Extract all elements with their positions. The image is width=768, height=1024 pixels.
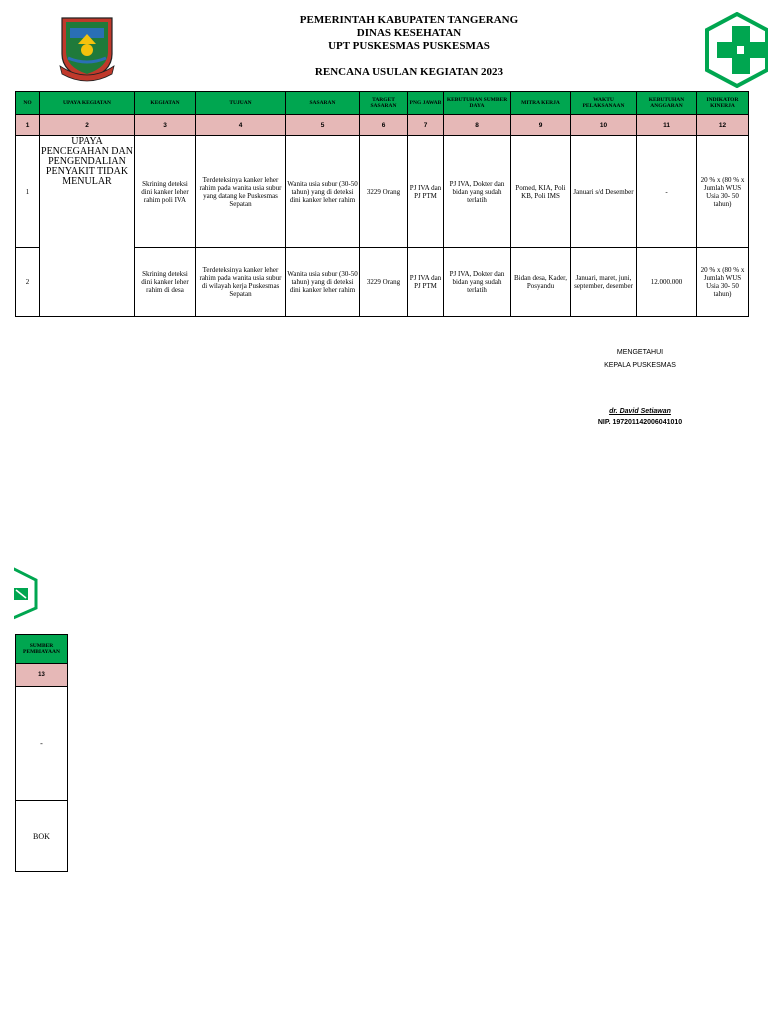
column-number: 9 xyxy=(511,115,571,136)
kabupaten-tangerang-emblem-icon xyxy=(58,14,116,84)
table-header-row xyxy=(16,92,749,115)
header-target-sasaran: TARGET SASARAN xyxy=(360,92,408,115)
target-cell: 3229 Orang xyxy=(360,248,408,317)
signature-nip: NIP. 197201142006041010 xyxy=(597,419,683,426)
document-title: RENCANA USULAN KEGIATAN 2023 xyxy=(314,66,504,78)
header-indikator-kinerja: INDIKATOR KINERJA xyxy=(697,92,749,115)
tujuan-cell: Terdeteksinya kanker leher rahim pada wanita usia subur di wilayah kerja Puskesmas Sepatan xyxy=(196,248,286,317)
column-number: 4 xyxy=(196,115,286,136)
puskesmas-cross-logo-fragment-icon xyxy=(14,562,38,624)
puskesmas-cross-logo-icon xyxy=(705,12,768,88)
row-no: 1 xyxy=(16,136,40,248)
signature-mengetahui: MENGETAHUI xyxy=(616,349,664,356)
column-number: 6 xyxy=(360,115,408,136)
header-upaya-kegiatan: UPAYA KEGIATAN xyxy=(40,92,135,115)
header-no: NO xyxy=(16,92,40,115)
column-number: 10 xyxy=(571,115,637,136)
funding-source-table xyxy=(15,634,68,872)
png-jawab-cell: PJ IVA dan PJ PTM xyxy=(408,136,444,248)
png-jawab-cell: PJ IVA dan PJ PTM xyxy=(408,248,444,317)
column-number: 8 xyxy=(444,115,511,136)
column-number: 12 xyxy=(697,115,749,136)
header-sumber-pembiayaan: SUMBER PEMBIAYAAN xyxy=(16,635,68,664)
column-number-row xyxy=(16,115,749,136)
header-line-2: DINAS KESEHATAN xyxy=(356,27,462,39)
activity-plan-table xyxy=(15,91,749,317)
anggaran-cell: - xyxy=(637,136,697,248)
waktu-cell: Januari s/d Desember xyxy=(571,136,637,248)
header-png-jawab: PNG JAWAB xyxy=(408,92,444,115)
column-number: 2 xyxy=(40,115,135,136)
sasaran-cell: Wanita usia subur (30-50 tahun) yang di deteksi dini kanker leher rahim xyxy=(286,248,360,317)
header-sasaran: SASARAN xyxy=(286,92,360,115)
indikator-cell: 20 % x (80 % x Jumlah WUS Usia 30- 50 tahun) xyxy=(697,136,749,248)
sumber-daya-cell: PJ IVA, Dokter dan bidan yang sudah terlatih xyxy=(444,136,511,248)
header-kebutuhan-anggaran: KEBUTUHAN ANGGARAN xyxy=(637,92,697,115)
signature-position: KEPALA PUSKESMAS xyxy=(604,362,676,369)
column-number: 3 xyxy=(135,115,196,136)
row-no: 2 xyxy=(16,248,40,317)
header-waktu-pelaksanaan: WAKTU PELAKSANAAN xyxy=(571,92,637,115)
column-number: 11 xyxy=(637,115,697,136)
upaya-kegiatan-cell: UPAYA PENCEGAHAN DAN PENGENDALIAN PENYAKIT TIDAK MENULAR xyxy=(40,136,135,317)
column-number: 7 xyxy=(408,115,444,136)
header-line-1: PEMERINTAH KABUPATEN TANGERANG xyxy=(299,14,519,26)
column-number: 13 xyxy=(16,664,68,687)
sasaran-cell: Wanita usia subur (30-50 tahun) yang di deteksi dini kanker leher rahim xyxy=(286,136,360,248)
column-number: 5 xyxy=(286,115,360,136)
funding-source-cell: - xyxy=(16,687,68,801)
header-tujuan: TUJUAN xyxy=(196,92,286,115)
mitra-cell: Bidan desa, Kader, Posyandu xyxy=(511,248,571,317)
tujuan-cell: Terdeteksinya kanker leher rahim pada wanita usia subur yang datang ke Puskesmas Sepatan xyxy=(196,136,286,248)
kegiatan-cell: Skrining deteksi dini kanker leher rahim di desa xyxy=(135,248,196,317)
header-mitra-kerja: MITRA KERJA xyxy=(511,92,571,115)
sumber-daya-cell: PJ IVA, Dokter dan bidan yang sudah terlatih xyxy=(444,248,511,317)
table-row xyxy=(16,136,749,248)
funding-source-cell: BOK xyxy=(16,801,68,872)
mitra-cell: Pomed, KIA, Poli KB, Poli IMS xyxy=(511,136,571,248)
kegiatan-cell: Skrining deteksi dini kanker leher rahim poli IVA xyxy=(135,136,196,248)
column-number: 1 xyxy=(16,115,40,136)
indikator-cell: 20 % x (80 % x Jumlah WUS Usia 30- 50 tahun) xyxy=(697,248,749,317)
anggaran-cell: 12.000.000 xyxy=(637,248,697,317)
header-kebutuhan-sumber-daya: KEBUTUHAN SUMBER DAYA xyxy=(444,92,511,115)
header-kegiatan: KEGIATAN xyxy=(135,92,196,115)
signature-name: dr. David Setiawan xyxy=(609,408,671,415)
target-cell: 3229 Orang xyxy=(360,136,408,248)
waktu-cell: Januari, maret, juni, september, desember xyxy=(571,248,637,317)
header-line-3: UPT PUSKESMAS PUSKESMAS xyxy=(328,40,490,52)
